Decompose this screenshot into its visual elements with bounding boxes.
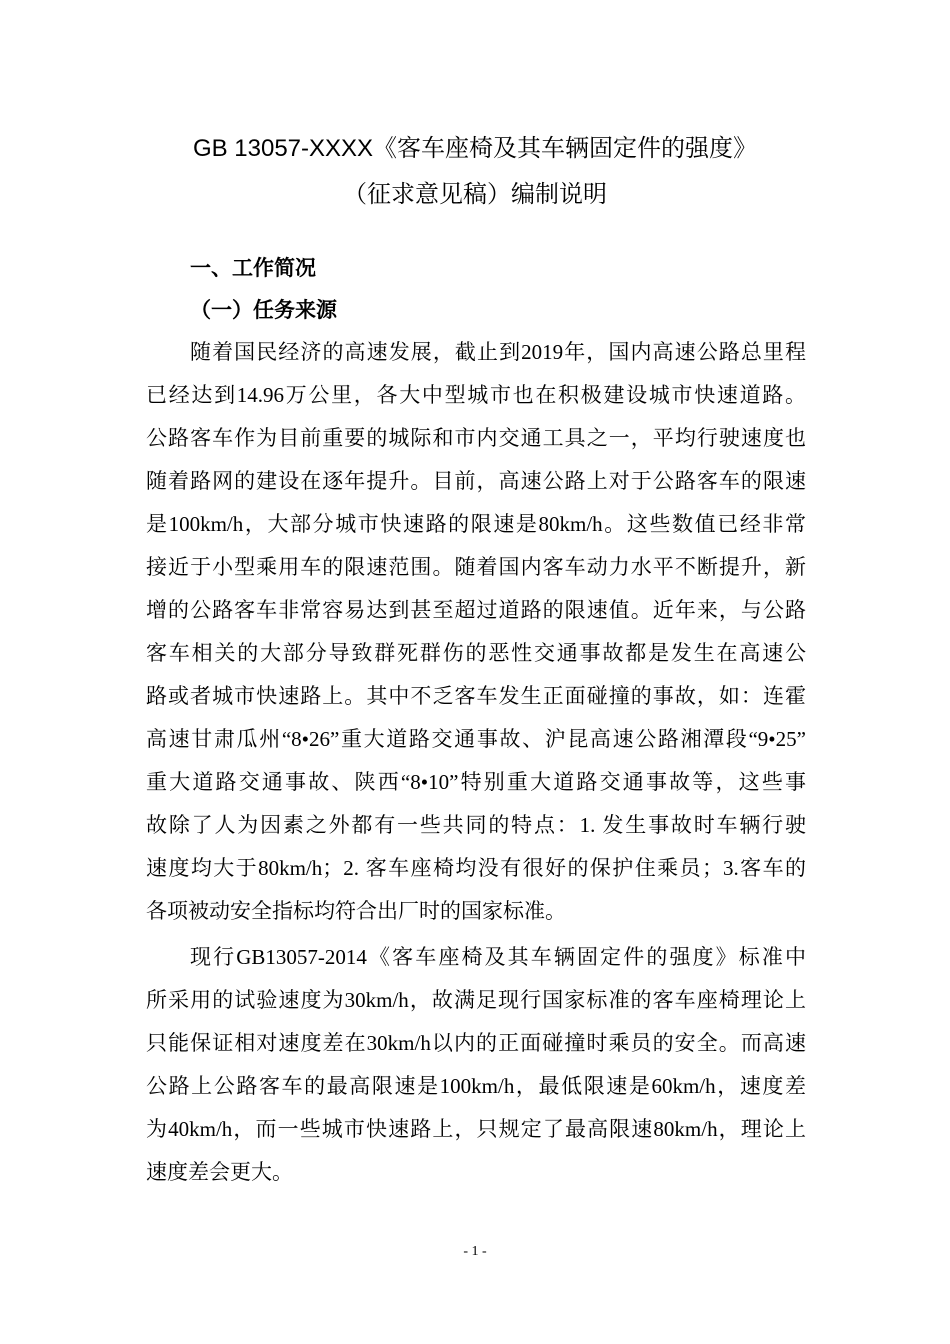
text-line: 现行GB13057-2014《客车座椅及其车辆固定件的强度》标准中 bbox=[190, 945, 806, 969]
document-title: GB 13057-XXXX《客车座椅及其车辆固定件的强度》 bbox=[192, 135, 758, 162]
text-line: 所采用的试验速度为30km/h，故满足现行国家标准的客车座椅理论上 bbox=[146, 988, 806, 1012]
text-line: 故除了人为因素之外都有一些共同的特点：1. 发生事故时车辆行驶 bbox=[146, 813, 806, 837]
text-line: 为40km/h，而一些城市快速路上，只规定了最高限速80km/h，理论上 bbox=[146, 1117, 806, 1141]
text-line: 客车相关的大部分导致群死群伤的恶性交通事故都是发生在高速公 bbox=[146, 641, 806, 665]
paragraph-1 bbox=[146, 338, 806, 940]
text-line: 随着国民经济的高速发展，截止到2019年，国内高速公路总里程 bbox=[190, 340, 806, 364]
text-line: 路或者城市快速路上。其中不乏客车发生正面碰撞的事故，如：连霍 bbox=[146, 684, 806, 708]
subsection-heading: （一）任务来源 bbox=[190, 299, 337, 322]
section-heading: 一、工作简况 bbox=[190, 257, 316, 280]
text-line: 增的公路客车非常容易达到甚至超过道路的限速值。近年来，与公路 bbox=[146, 598, 806, 622]
text-line: 速度差会更大。 bbox=[146, 1160, 293, 1184]
text-line: 重大道路交通事故、陕西“8•10”特别重大道路交通事故等，这些事 bbox=[146, 770, 806, 794]
paragraph-2 bbox=[146, 943, 806, 1201]
text-line: 公路客车作为目前重要的城际和市内交通工具之一，平均行驶速度也 bbox=[146, 426, 806, 450]
text-line: 已经达到14.96万公里，各大中型城市也在积极建设城市快速道路。 bbox=[146, 383, 806, 407]
text-line: 随着路网的建设在逐年提升。目前，高速公路上对于公路客车的限速 bbox=[146, 469, 806, 493]
text-line: 只能保证相对速度差在30km/h以内的正面碰撞时乘员的安全。而高速 bbox=[146, 1031, 806, 1055]
text-line: 公路上公路客车的最高限速是100km/h，最低限速是60km/h，速度差 bbox=[146, 1074, 806, 1098]
document-subtitle: （征求意见稿）编制说明 bbox=[343, 181, 607, 208]
text-line: 是100km/h，大部分城市快速路的限速是80km/h。这些数值已经非常 bbox=[146, 512, 806, 536]
text-line: 高速甘肃瓜州“8•26”重大道路交通事故、沪昆高速公路湘潭段“9•25” bbox=[146, 727, 806, 751]
text-line: 各项被动安全指标均符合出厂时的国家标准。 bbox=[146, 899, 566, 923]
text-line: 接近于小型乘用车的限速范围。随着国内客车动力水平不断提升，新 bbox=[146, 555, 806, 579]
text-line: 速度均大于80km/h；2. 客车座椅均没有很好的保护住乘员；3.客车的 bbox=[146, 856, 806, 880]
page-number: - 1 - bbox=[463, 1244, 487, 1259]
